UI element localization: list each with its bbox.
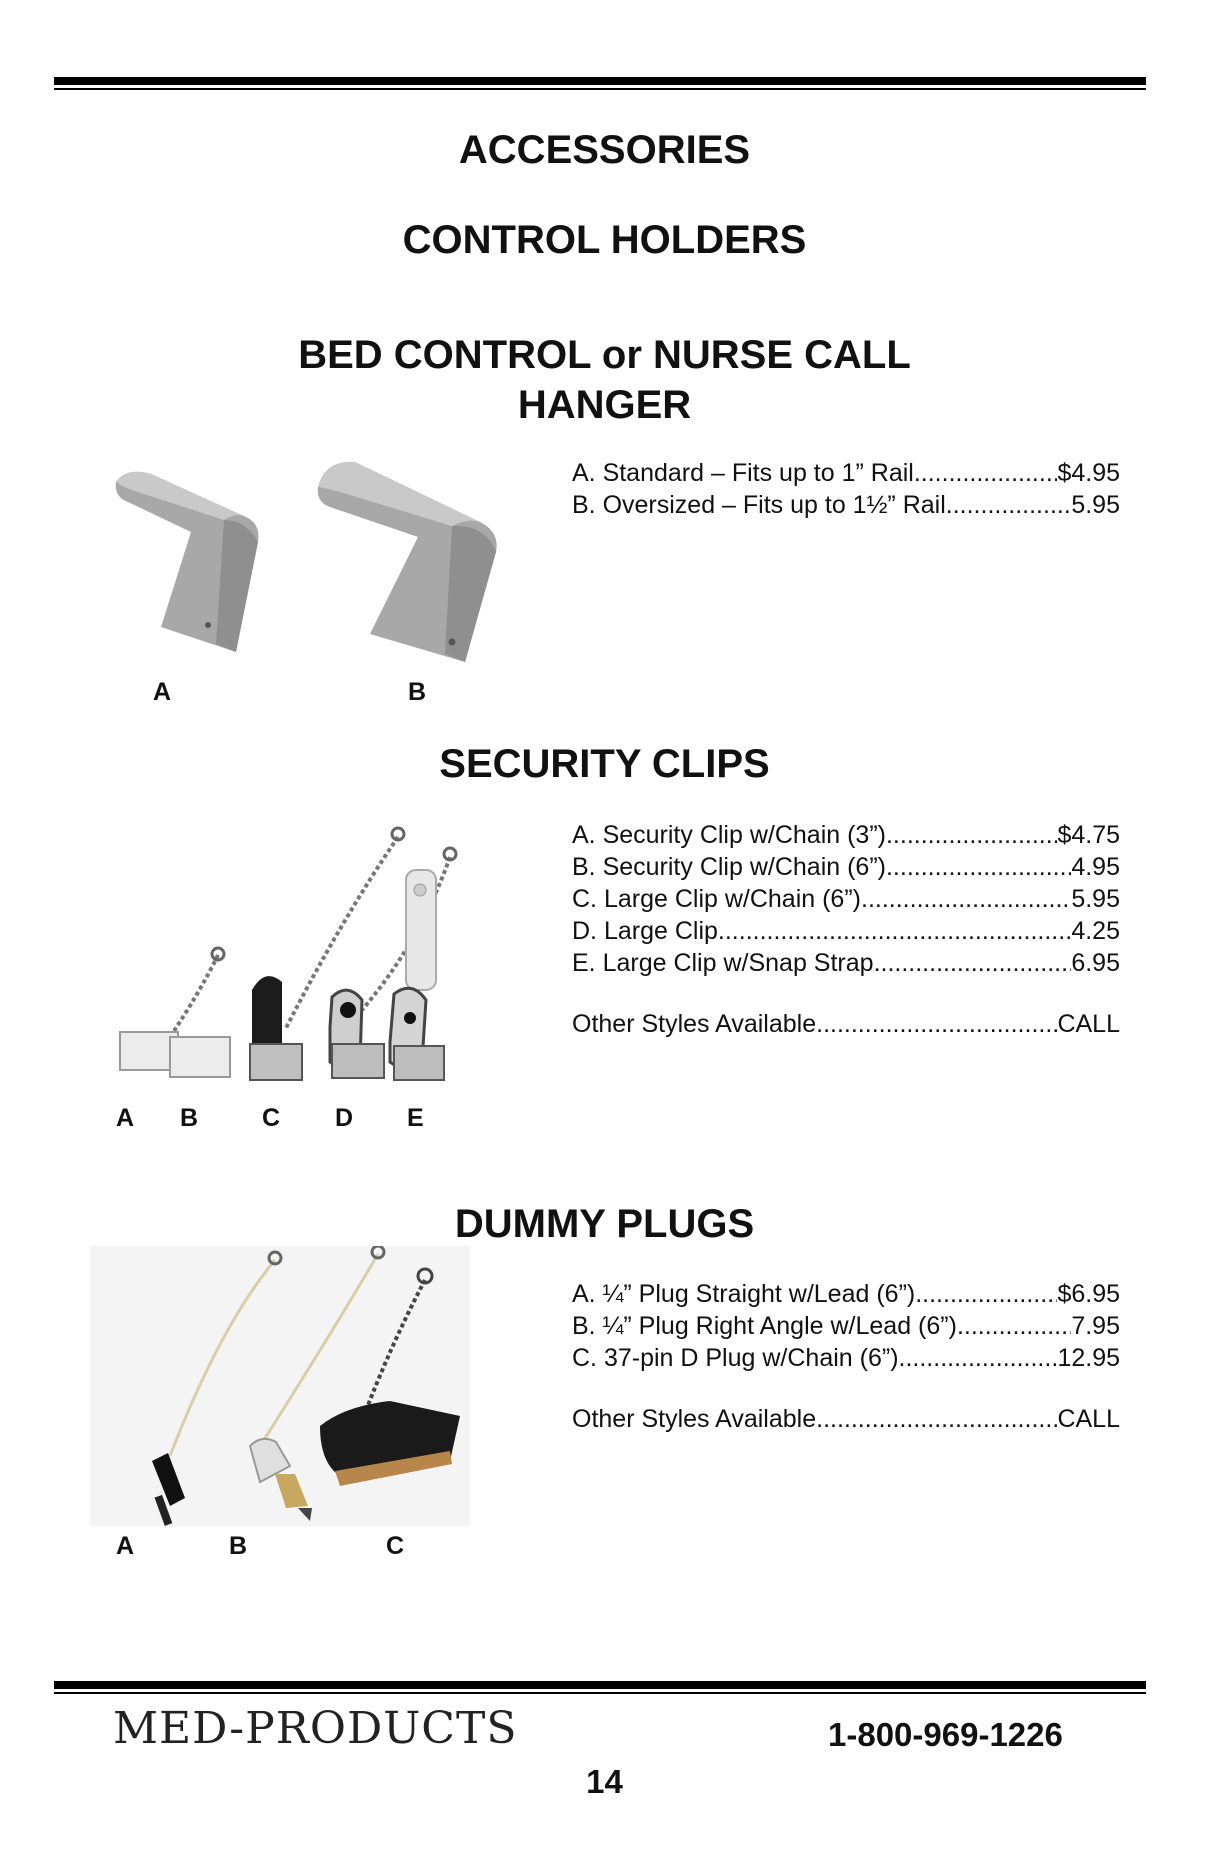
security-clips-label-e: E (407, 1104, 424, 1132)
page-number: 14 (586, 1763, 623, 1800)
price-row: A. Security Clip w/Chain (3”) ..... $4.75 (572, 819, 1120, 851)
dummy-plugs-price-list (572, 1278, 1120, 1435)
dummy-plugs-photo (90, 1246, 470, 1526)
price-row: B. Security Clip w/Chain (6”) ..... 4.95 (572, 851, 1120, 883)
hanger-label-b: B (408, 678, 427, 706)
price-row: A. ¼” Plug Straight w/Lead (6”) ..... $6.95 (572, 1278, 1120, 1310)
hanger-photo-a (96, 462, 266, 662)
page-subtitle: CONTROL HOLDERS (402, 218, 807, 262)
hanger-heading (0, 330, 1209, 430)
hanger-price-list (572, 457, 1120, 521)
security-clips-label-c: C (262, 1104, 281, 1132)
phone-number: 1-800-969-1226 (828, 1716, 1063, 1753)
security-clips-heading: SECURITY CLIPS (439, 742, 770, 786)
hanger-photo-b (300, 452, 520, 667)
price-row: C. 37-pin D Plug w/Chain (6”) ..... 12.95 (572, 1342, 1120, 1374)
bottom-rule (54, 1681, 1146, 1694)
price-row: A. Standard – Fits up to 1” Rail ..... $4.95 (572, 457, 1120, 489)
hanger-heading-line1: BED CONTROL or NURSE CALL (298, 333, 911, 377)
price-row-other: Other Styles Available ..... CALL (572, 1008, 1120, 1040)
security-clips-label-a: A (116, 1104, 135, 1132)
price-row: C. Large Clip w/Chain (6”) ..... 5.95 (572, 883, 1120, 915)
price-row: B. Oversized – Fits up to 1½” Rail ..... 5.95 (572, 489, 1120, 521)
security-clips-price-list (572, 819, 1120, 1040)
top-rule (54, 77, 1146, 90)
price-row: D. Large Clip ..... 4.25 (572, 915, 1120, 947)
page-title: ACCESSORIES (458, 128, 751, 172)
security-clips-photo (100, 822, 530, 1092)
price-row: B. ¼” Plug Right Angle w/Lead (6”) ..... 7.95 (572, 1310, 1120, 1342)
brand-name: MED-PRODUCTS (113, 1703, 518, 1754)
hanger-heading-line2: HANGER (517, 383, 692, 427)
dummy-plugs-label-b: B (229, 1532, 248, 1560)
hanger-label-a: A (153, 678, 172, 706)
dummy-plugs-label-a: A (116, 1532, 135, 1560)
dummy-plugs-label-c: C (386, 1532, 405, 1560)
security-clips-label-b: B (180, 1104, 199, 1132)
price-row-other: Other Styles Available ..... CALL (572, 1403, 1120, 1435)
dummy-plugs-heading: DUMMY PLUGS (454, 1202, 755, 1246)
price-row: E. Large Clip w/Snap Strap ..... 6.95 (572, 947, 1120, 979)
security-clips-label-d: D (335, 1104, 354, 1132)
